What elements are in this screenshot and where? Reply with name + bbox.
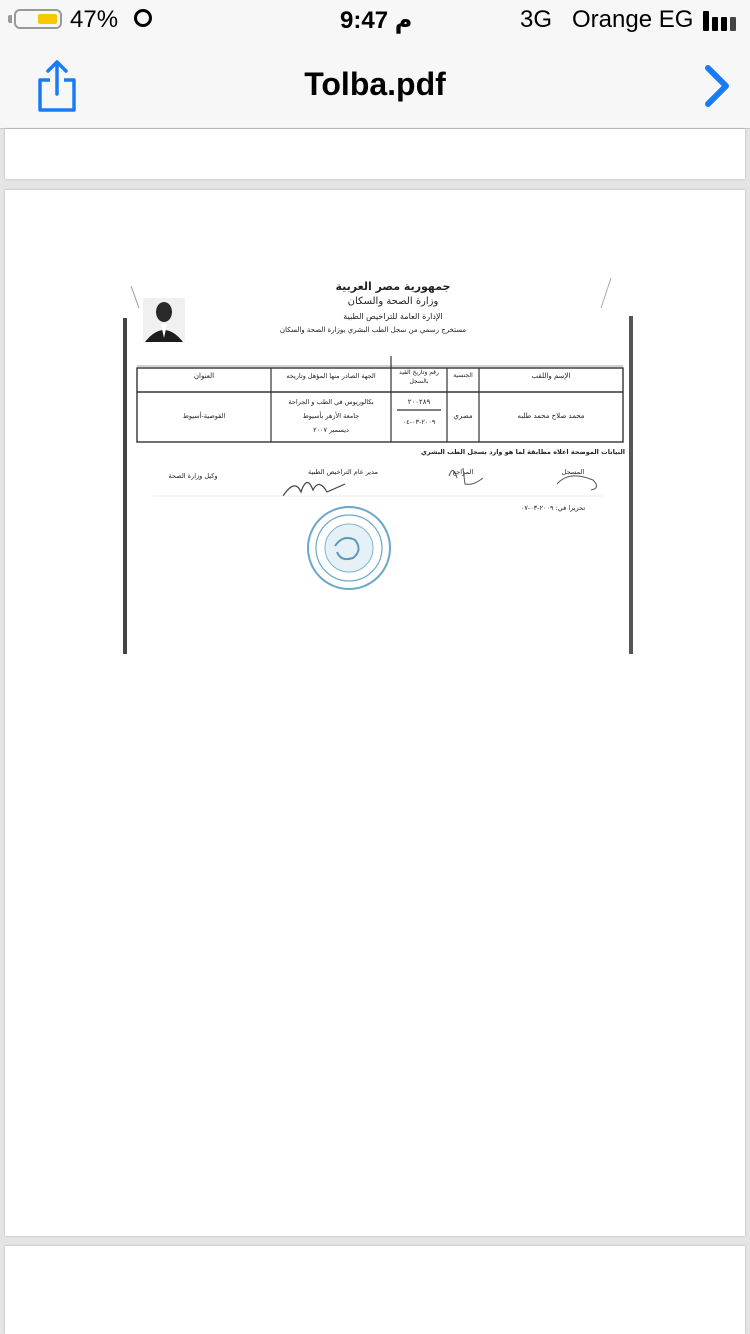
doc-header-extract: مستخرج رسمي من سجل الطب البشري بوزارة الصحة والسكان [279, 326, 467, 334]
doc-header-department: الإدارة العامة للتراخيص الطبية [343, 312, 443, 321]
chevron-right-icon[interactable] [700, 62, 736, 110]
cell-qualification-university: جامعة الأزهر بأسيوط [302, 412, 360, 420]
cell-qualification-degree: بكالوريوس في الطب و الجراحة [288, 398, 374, 406]
col-name-header: الإسم واللقب [531, 372, 571, 380]
battery-percent: 47% [70, 6, 119, 33]
battery-fill [38, 14, 57, 24]
doc-header-country: جمهورية مصر العربية [335, 280, 451, 293]
battery-nub [8, 15, 12, 23]
col-qualification-header: الجهة الصادر منها المؤهل وتاريخه [286, 372, 376, 380]
status-time: 9:47 م [340, 7, 413, 34]
cell-address: القوصية-أسيوط [182, 412, 226, 420]
navigation-bar [0, 44, 750, 129]
scan-artwork [123, 278, 633, 654]
col-nationality-header: الجنسية [453, 372, 473, 379]
pdf-page [5, 190, 745, 1236]
signal-strength-icon [703, 11, 739, 31]
network-type: 3G [520, 6, 553, 33]
sig-director-label: مدير عام التراخيص الطبية [308, 468, 378, 476]
pdf-page-previous [5, 129, 745, 179]
cell-qualification-date: ديسمبر ٢٠٠٧ [313, 426, 349, 434]
cell-name: محمد صلاح محمد طلبه [517, 412, 585, 420]
doc-statement: البيانات الموضحة اعلاه مطابقة لما هو وارد بسجل الطب البشري [420, 448, 625, 456]
scanned-certificate [123, 278, 633, 654]
cell-nationality: مصري [453, 412, 473, 420]
sig-registrar-label: المسجل [561, 468, 585, 476]
cell-reg-number: ٢٠٠٢٨٩ [407, 398, 431, 406]
col-registration-header: رقم وتاريخ القيد بالسجل [399, 369, 439, 385]
document-title: Tolba.pdf [304, 66, 446, 102]
alarm-icon [134, 9, 152, 27]
battery-icon [14, 9, 62, 29]
col-address-header: العنوان [193, 372, 215, 380]
issue-date: تحريرا في: ٢٠٠٩-٠٣-٠٧ [520, 504, 586, 512]
sig-reviewer-label: المراجع [452, 468, 474, 476]
doc-header-ministry: وزارة الصحة والسكان [347, 296, 439, 307]
status-bar [0, 0, 750, 44]
sig-undersecretary-label: وكيل وزارة الصحة [168, 472, 218, 480]
cell-reg-date: ٢٠٠٩-٠٣-٠٤ [402, 418, 436, 426]
carrier-name: Orange EG [572, 6, 694, 33]
pdf-page-next [5, 1246, 745, 1334]
